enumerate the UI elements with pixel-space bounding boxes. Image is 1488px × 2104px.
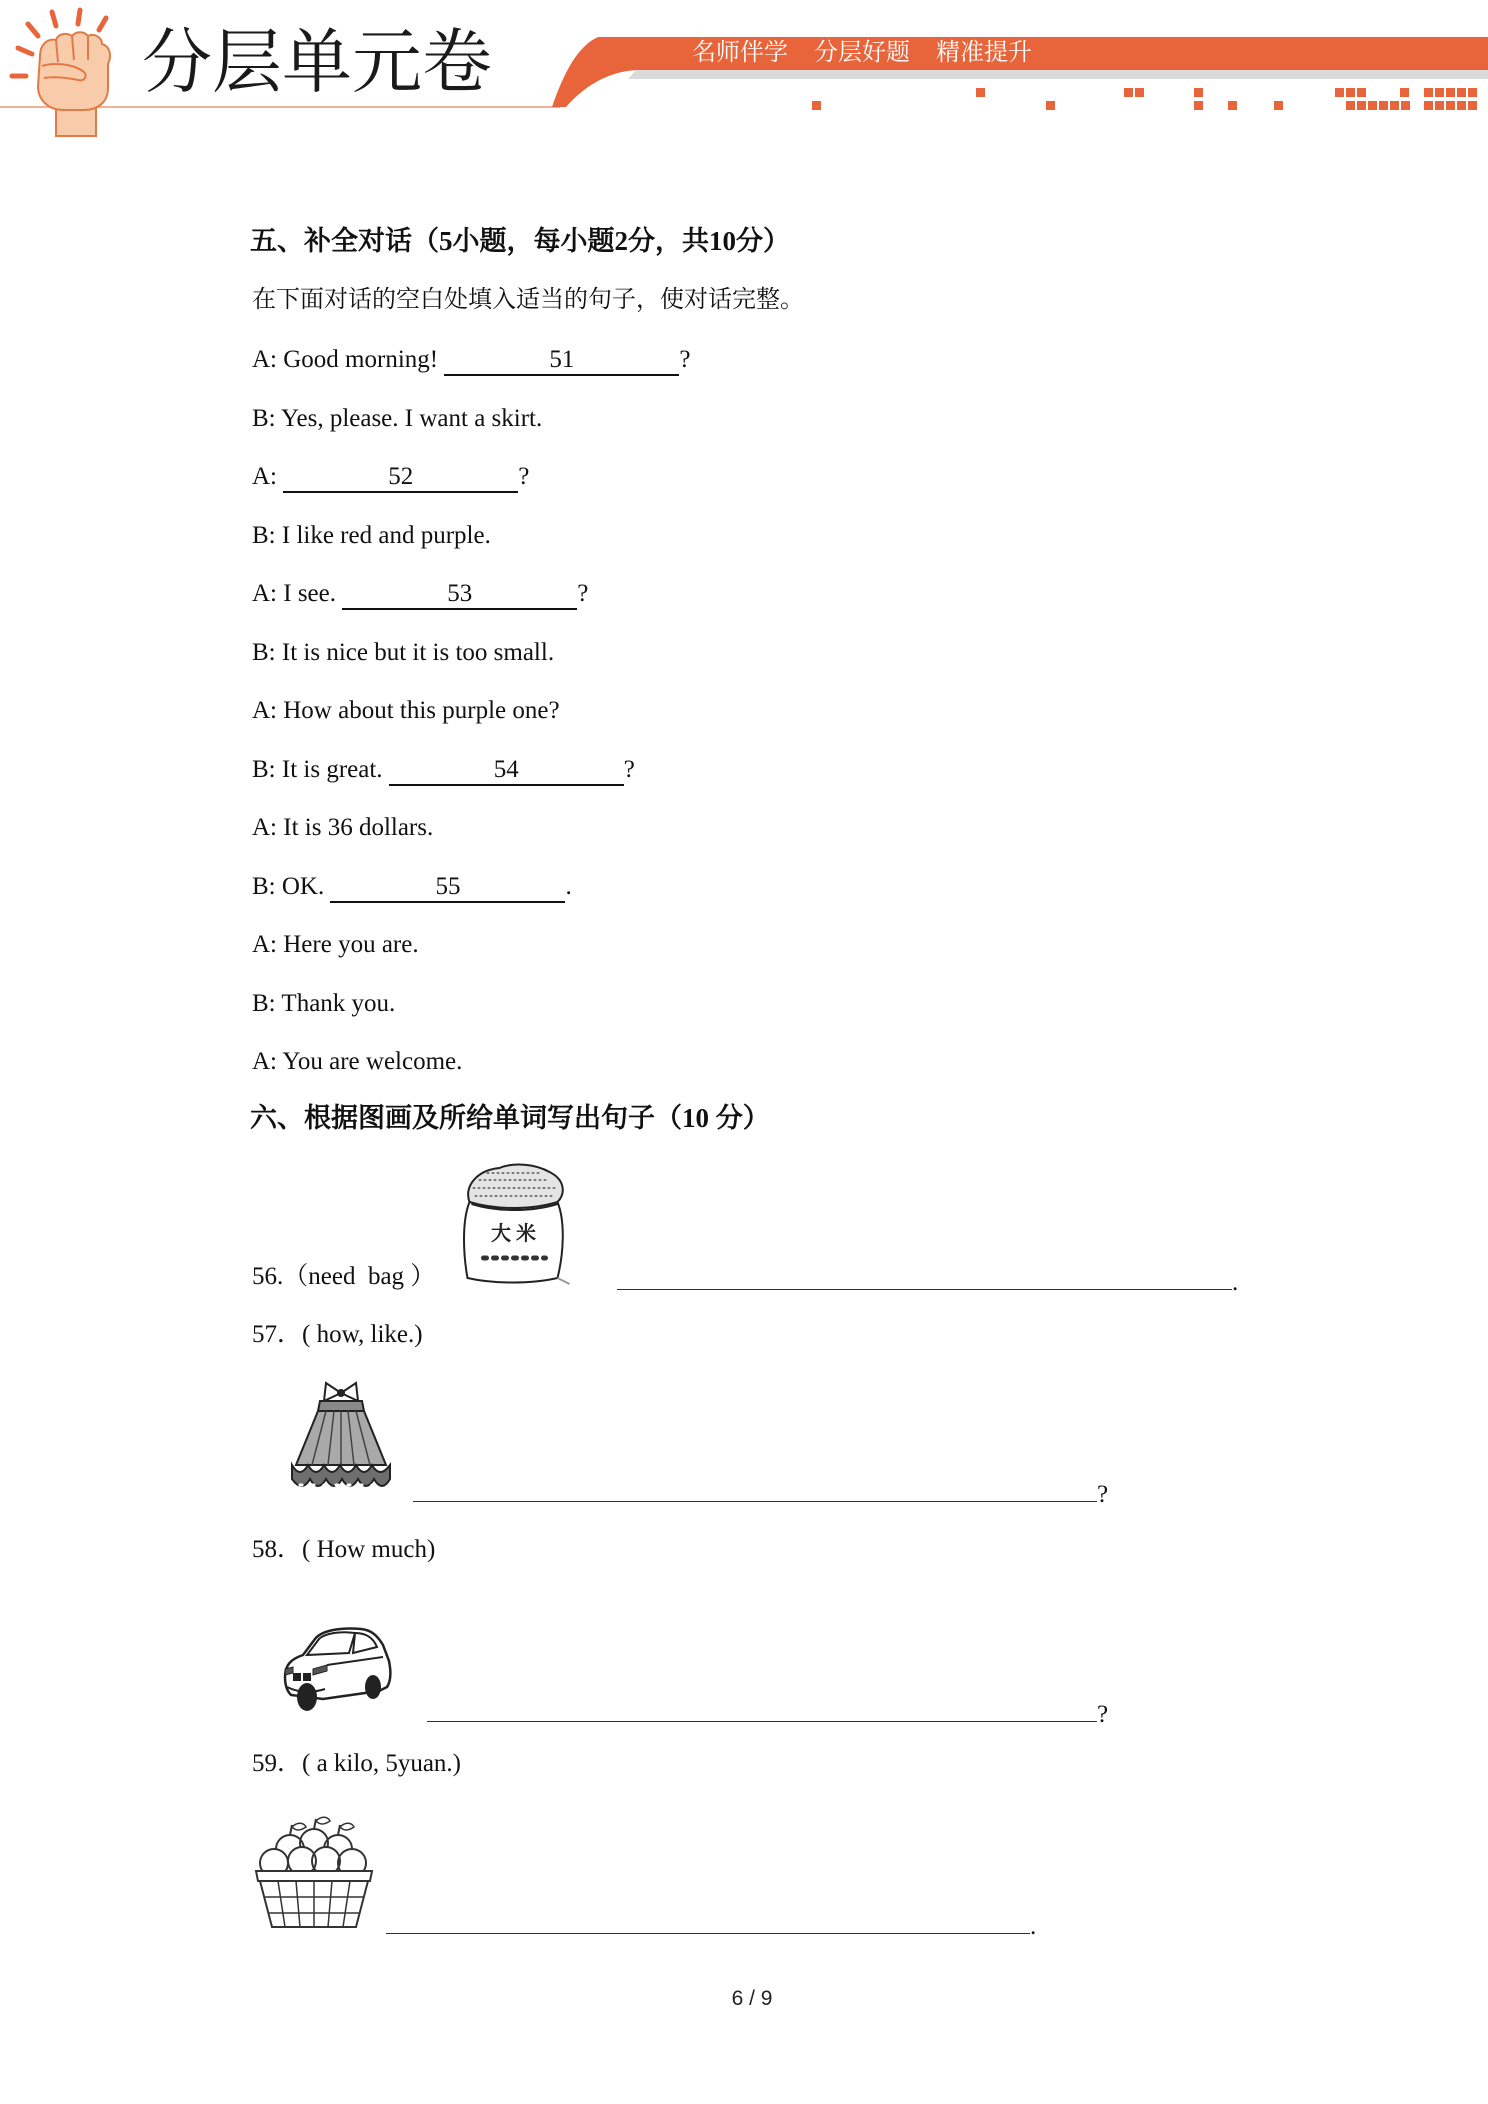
answer-line [413,1473,1097,1502]
decorative-squares [812,88,1477,110]
decor-square [1446,101,1455,110]
question-59-label: 59．( a kilo, 5yuan.) [252,1750,461,1777]
line-end: ? [623,755,635,783]
line-text: A: Good morning! [252,346,445,373]
sentence-end-mark: ? [1097,1481,1109,1508]
answer-line [427,1693,1097,1722]
line-text: A: [252,463,284,490]
question-59-answer [386,1905,1036,1943]
dialog-line [252,507,1352,566]
skirt-waistband [318,1401,364,1411]
answer-line [617,1261,1232,1290]
bag-top-grain [468,1165,563,1208]
basket-rim [256,1871,372,1881]
paper-title: 分层单元卷 [142,23,492,101]
dialog-line [252,682,1352,741]
decor-square [1046,101,1055,110]
slogan-phrase: 名师伴学 [692,39,788,66]
slogan-phrase: 精准提升 [936,39,1032,66]
line-text: B: Yes, please. I want a skirt. [252,404,543,432]
decor-square [1468,101,1477,110]
line-text: B: Thank you. [252,989,396,1017]
question-56-label: 56.（need bag ） [252,1263,436,1290]
dialog-line [252,916,1352,975]
car-picture [279,1599,393,1717]
decor-square [1357,88,1366,97]
sentence-end-mark: . [1232,1269,1239,1296]
decor-square [1468,88,1477,97]
decor-square [1228,101,1237,110]
line-text: A: Here you are. [252,931,419,958]
decor-square [1400,88,1409,97]
decor-square [1124,88,1133,97]
apple-leaves [292,1817,354,1830]
rice-bag-picture [453,1160,574,1288]
line-end: . [565,872,572,900]
answer-blank: 55 [330,873,565,903]
question-58-label: 58．( How much) [252,1536,436,1563]
dialog-line [252,331,1352,390]
decor-square [1274,101,1283,110]
section-5-instruction: 在下面对话的空白处填入适当的句子，使对话完整。 [252,287,804,313]
line-text: B: It is great. [252,755,389,783]
line-text: A: I see. [252,580,343,607]
decor-square [1135,88,1144,97]
decor-square [1435,88,1444,97]
sentence-end-mark: . [1030,1913,1037,1940]
line-text: B: I like red and purple. [252,521,491,549]
line-text: A: How about this purple one? [252,697,560,724]
skirt-ruffle [292,1465,390,1486]
decor-square [1346,88,1355,97]
decor-square [1194,88,1203,97]
decor-square [1457,101,1466,110]
line-text: B: It is nice but it is too small. [252,638,555,666]
bag-lettering: 大 米 [491,1223,536,1245]
section-5-heading: 五、补全对话（5小题，每小题2分，共10分） [250,226,790,256]
line-end: ? [679,346,691,373]
fist-hand [38,32,110,110]
decor-square [1379,101,1388,110]
sentence-end-mark: ? [1097,1701,1109,1728]
apple-basket-picture [250,1815,378,1929]
answer-blank: 53 [342,580,577,610]
line-end: ? [577,580,589,607]
fist-icon [4,4,138,138]
slogan-phrase: 分层好题 [814,39,910,66]
dialog-line [252,799,1352,858]
question-56-answer [617,1261,1238,1299]
answer-line [386,1905,1030,1934]
question-57-answer [413,1473,1108,1511]
dialog-line [252,858,1352,917]
car-rear-wheel [365,1675,381,1699]
decor-square [1435,101,1444,110]
line-text: A: You are welcome. [252,1048,463,1075]
skirt-bow-knot [337,1389,345,1397]
decor-square [1390,101,1399,110]
dialog-line [252,741,1352,800]
decor-square [1446,88,1455,97]
line-text: B: OK. [252,872,331,900]
decor-square [1194,101,1203,110]
decor-square [1457,88,1466,97]
page-number: 6 / 9 [731,1987,773,2010]
dialog [252,331,1352,1092]
dialog-line [252,1033,1352,1092]
question-57-label: 57．( how, like.) [252,1321,423,1348]
decor-square [1368,101,1377,110]
dialog-line [252,975,1352,1034]
banner-shadow-band [628,70,1488,79]
decor-square [1424,88,1433,97]
dialog-line [252,624,1352,683]
line-text: A: It is 36 dollars. [252,814,434,841]
car-front-wheel [297,1683,317,1711]
section-6-heading: 六、根据图画及所给单词写出句子（10 分） [250,1103,770,1133]
question-58-answer [427,1693,1108,1731]
answer-blank: 54 [389,756,624,786]
dialog-line [252,565,1352,624]
decor-square [812,101,821,110]
decor-square [1401,101,1410,110]
bag-shadow [558,1278,570,1284]
header-slogan [692,37,1058,69]
decor-square [1357,101,1366,110]
skirt-picture [282,1379,400,1500]
answer-blank: 52 [283,463,518,493]
decor-square [1424,101,1433,110]
decor-square [1335,88,1344,97]
dialog-line [252,390,1352,449]
line-end: ? [518,463,530,490]
decor-square [1346,101,1355,110]
answer-blank: 51 [444,346,679,376]
decor-square [976,88,985,97]
dialog-line [252,448,1352,507]
